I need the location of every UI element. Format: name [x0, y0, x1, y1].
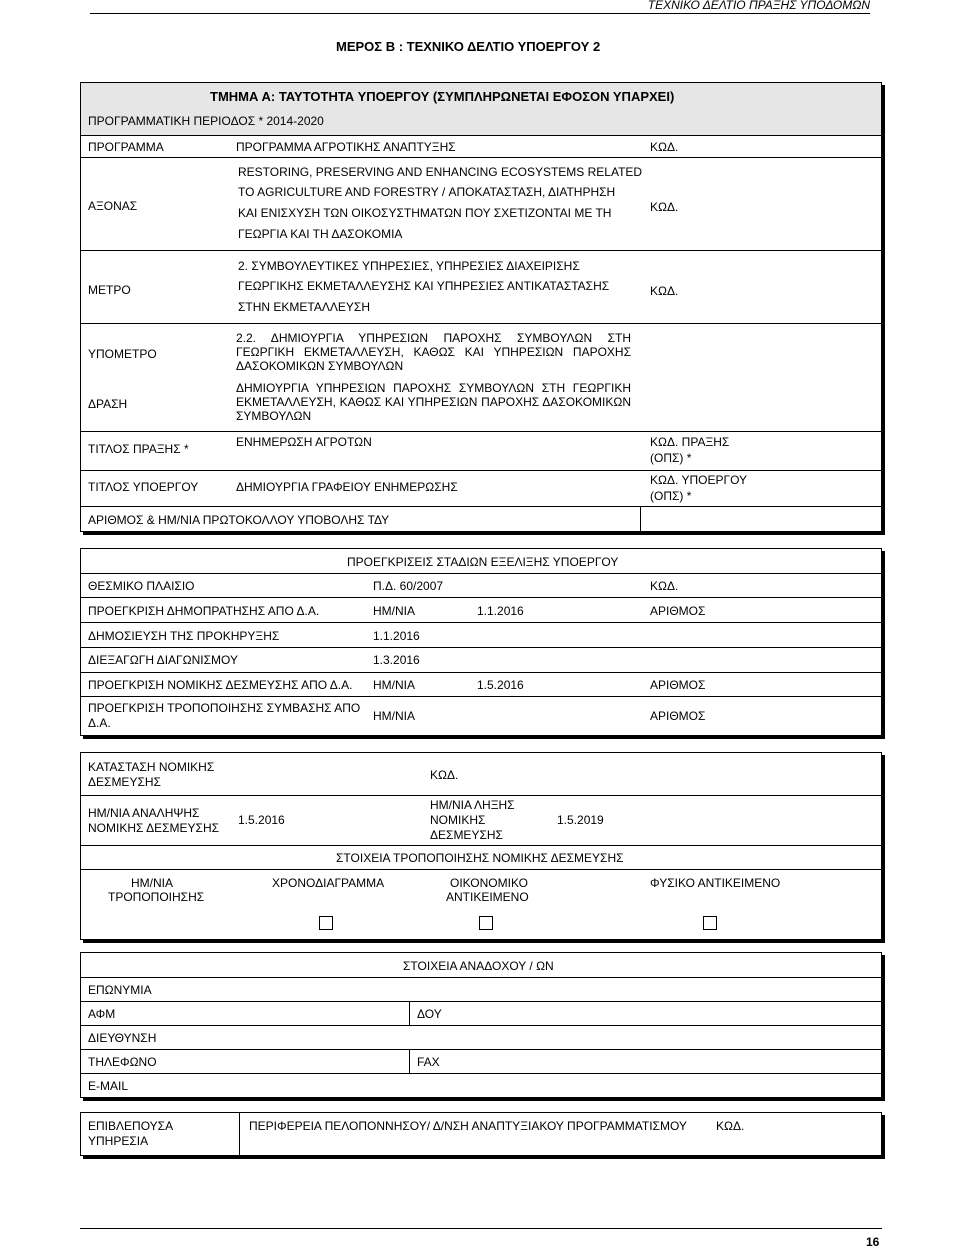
section-a-rule	[81, 470, 881, 471]
legal-commitment-table	[80, 752, 882, 940]
approvals-rule	[81, 597, 881, 598]
commitment-number-label: ΑΡΙΘΜΟΣ	[650, 678, 706, 692]
praxis-kod-suffix: (ΟΠΣ) *	[650, 451, 692, 465]
contractor-rule	[81, 1049, 881, 1050]
axis-value-line: RESTORING, PRESERVING AND ENHANCING ECOSYSTEMS RELATED	[238, 165, 643, 179]
subproject-title-label: ΤΙΤΛΟΣ ΥΠΟΕΡΓΟΥ	[88, 480, 199, 494]
tender-date: 1.3.2016	[373, 653, 420, 667]
amendment-number-label: ΑΡΙΘΜΟΣ	[650, 709, 706, 723]
subproject-title-value: ΔΗΜΙΟΥΡΓΙΑ ΓΡΑΦΕΙΟΥ ΕΝΗΜΕΡΩΣΗΣ	[236, 480, 458, 494]
commitment-date-label: ΗΜ/ΝΙΑ	[373, 678, 415, 692]
contractor-rule	[81, 1001, 881, 1002]
section-a-rule	[81, 506, 881, 507]
contractor-name-label: ΕΠΩΝΥΜΙΑ	[88, 983, 152, 997]
financial-object-header: ΑΝΤΙΚΕΙΜΕΝΟ	[446, 890, 529, 904]
legal-status-label-line: ΔΕΣΜΕΥΣΗΣ	[88, 775, 161, 789]
approvals-rule	[81, 622, 881, 623]
program-label: ΠΡΟΓΡΑΜΜΑ	[88, 140, 164, 154]
program-value: ΠΡΟΓΡΑΜΜΑ ΑΓΡΟΤΙΚΗΣ ΑΝΑΠΤΥΞΗΣ	[236, 140, 456, 154]
running-title: ΤΕΧΝΙΚΟ ΔΕΛΤΙΟ ΠΡΑΞΗΣ ΥΠΟΔΟΜΩΝ	[647, 0, 870, 12]
contractor-afm-label: ΑΦΜ	[88, 1007, 116, 1021]
axis-value-line: ΚΑΙ ΕΝΙΣΧΥΣΗ ΤΩΝ ΟΙΚΟΣΥΣΤΗΜΑΤΩΝ ΠΟΥ ΣΧΕΤΙΖΟΝΤΑΙ ΜΕ ΤΗ	[238, 206, 612, 220]
legal-status-label-line: ΚΑΤΑΣΤΑΣΗ ΝΟΜΙΚΗΣ	[88, 760, 215, 774]
measure-value-line: ΓΕΩΡΓΙΚΗΣ ΕΚΜΕΤΑΛΛΕΥΣΗΣ ΚΑΙ ΥΠΗΡΕΣΙΕΣ ΑΝΤΙΚΑΤΑΣΤΑΣΗΣ	[238, 279, 610, 293]
subproject-kod-label: ΚΩΔ. ΥΠΟΕΡΓΟΥ	[650, 473, 748, 487]
contractor-divider	[409, 1001, 410, 1025]
amendment-date-header: ΗΜ/ΝΙΑ	[131, 876, 173, 890]
approvals-rule	[81, 647, 881, 648]
section-a-table	[80, 82, 882, 532]
submeasure-value: 2.2. ΔΗΜΙΟΥΡΓΙΑ ΥΠΗΡΕΣΙΩΝ ΠΑΡΟΧΗΣ ΣΥΜΒΟΥΛΩΝ ΣΤΗ ΓΕΩΡΓΙΚΗ ΕΚΜΕΤΑΛΛΕΥΣΗ, ΚΑΘΩΣ ΚΑΙ ΥΠΗΡΕΣΙΩΝ ΠΑΡΟΧΗΣ ΔΑΣΟΚΟΜΙΚΩΝ ΣΥΜΒΟΥΛΩΝ	[236, 331, 631, 373]
program-kod-label: ΚΩΔ.	[650, 140, 679, 154]
page-number: 16	[866, 1235, 880, 1249]
supervising-value: ΠΕΡΙΦΕΡΕΙΑ ΠΕΛΟΠΟΝΝΗΣΟΥ/ Δ/ΝΣΗ ΑΝΑΠΤΥΞΙΑΚΟΥ ΠΡΟΓΡΑΜΜΑΤΙΣΜΟΥ	[249, 1119, 687, 1133]
measure-value-line: ΣΤΗΝ ΕΚΜΕΤΑΛΛΕΥΣΗ	[238, 300, 370, 314]
tender-docs-label: ΠΡΟΕΓΚΡΙΣΗ ΔΗΜΟΠΡΑΤΗΣΗΣ ΑΠΟ Δ.Α.	[88, 604, 320, 618]
contractor-section-title: ΣΤΟΙΧΕΙΑ ΑΝΑΔΟΧΟΥ / ΩΝ	[403, 959, 554, 973]
framework-kod-label: ΚΩΔ.	[650, 579, 679, 593]
tender-label: ΔΙΕΞΑΓΩΓΗ ΔΙΑΓΩΝΙΣΜΟΥ	[88, 653, 238, 667]
physical-object-header: ΦΥΣΙΚΟ ΑΝΤΙΚΕΙΜΕΝΟ	[650, 876, 781, 890]
axis-kod-label: ΚΩΔ.	[650, 200, 679, 214]
contractor-rule	[81, 1073, 881, 1074]
approvals-title: ΠΡΟΕΓΚΡΙΣΕΙΣ ΣΤΑΔΙΩΝ ΕΞΕΛΙΞΗΣ ΥΠΟΕΡΓΟΥ	[347, 555, 619, 569]
schedule-header: ΧΡΟΝΟΔΙΑΓΡΑΜΜΑ	[272, 876, 385, 890]
legal-status-kod-label: ΚΩΔ.	[430, 768, 459, 782]
praxis-title-value: ΕΝΗΜΕΡΩΣΗ ΑΓΡΟΤΩΝ	[236, 435, 372, 449]
commitment-date: 1.5.2016	[477, 678, 524, 692]
protocol-divider	[640, 506, 641, 531]
header-rule	[90, 13, 870, 14]
financial-object-checkbox[interactable]	[479, 916, 493, 930]
schedule-checkbox[interactable]	[319, 916, 333, 930]
axis-value-line: TO AGRICULTURE AND FORESTRY / ΑΠΟΚΑΤΑΣΤΑΣΗ, ΔΙΑΤΗΡΗΣΗ	[238, 185, 616, 199]
framework-value: Π.Δ. 60/2007	[373, 579, 444, 593]
section-a-rule	[81, 431, 881, 432]
programming-period: ΠΡΟΓΡΑΜΜΑΤΙΚΗ ΠΕΡΙΟΔΟΣ * 2014-2020	[88, 114, 324, 128]
contractor-email-label: E-MAIL	[88, 1079, 129, 1093]
legal-end-label-line: ΔΕΣΜΕΥΣΗΣ	[430, 828, 503, 842]
tender-docs-date-label: ΗΜ/ΝΙΑ	[373, 604, 415, 618]
commitment-label: ΠΡΟΕΓΚΡΙΣΗ ΝΟΜΙΚΗΣ ΔΕΣΜΕΥΣΗΣ ΑΠΟ Δ.Α.	[88, 678, 353, 692]
measure-label: ΜΕΤΡΟ	[88, 283, 131, 297]
contractor-rule	[81, 977, 881, 978]
financial-object-header: ΟΙΚΟΝΟΜΙΚΟ	[450, 876, 528, 890]
protocol-label: ΑΡΙΘΜΟΣ & ΗΜ/ΝΙΑ ΠΡΩΤΟΚΟΛΛΟΥ ΥΠΟΒΟΛΗΣ ΤΔΥ	[88, 513, 390, 527]
praxis-title-label: ΤΙΤΛΟΣ ΠΡΑΞΗΣ *	[88, 442, 189, 456]
section-a-rule	[81, 323, 881, 324]
legal-end-label-line: ΗΜ/ΝΙΑ ΛΗΞΗΣ	[430, 798, 515, 812]
axis-value-line: ΓΕΩΡΓΙΑ ΚΑΙ ΤΗ ΔΑΣΟΚΟΜΙΑ	[238, 227, 403, 241]
measure-kod-label: ΚΩΔ.	[650, 284, 679, 298]
section-a-rule	[81, 157, 881, 158]
amendment-label-line: Δ.Α.	[88, 716, 111, 730]
contractor-phone-label: ΤΗΛΕΦΩΝΟ	[88, 1055, 157, 1069]
axis-label: ΑΞΟΝΑΣ	[88, 199, 138, 213]
legal-start-label-line: ΗΜ/ΝΙΑ ΑΝΑΛΗΨΗΣ	[88, 806, 200, 820]
supervising-label-line: ΕΠΙΒΛΕΠΟΥΣΑ	[88, 1119, 174, 1133]
amendment-date-header: ΤΡΟΠΟΠΟΙΗΣΗΣ	[108, 890, 205, 904]
contractor-address-label: ΔΙΕΥΘΥΝΣΗ	[88, 1031, 157, 1045]
section-a-rule	[81, 135, 881, 136]
supervising-label-line: ΥΠΗΡΕΣΙΑ	[88, 1134, 149, 1148]
amendment-date-label: ΗΜ/ΝΙΑ	[373, 709, 415, 723]
supervising-divider	[239, 1113, 240, 1155]
measure-value-line: 2. ΣΥΜΒΟΥΛΕΥΤΙΚΕΣ ΥΠΗΡΕΣΙΕΣ, ΥΠΗΡΕΣΙΕΣ ΔΙΑΧΕΙΡΙΣΗΣ	[238, 259, 580, 273]
framework-label: ΘΕΣΜΙΚΟ ΠΛΑΙΣΙΟ	[88, 579, 195, 593]
section-a-rule	[81, 250, 881, 251]
contractor-fax-label: FAX	[417, 1055, 440, 1069]
publication-date: 1.1.2016	[373, 629, 420, 643]
submeasure-label: ΥΠΟΜΕΤΡΟ	[88, 347, 157, 361]
approvals-rule	[81, 573, 881, 574]
footer-rule	[80, 1228, 882, 1229]
tender-docs-number-label: ΑΡΙΘΜΟΣ	[650, 604, 706, 618]
approvals-rule	[81, 672, 881, 673]
contractor-rule	[81, 1025, 881, 1026]
subproject-kod-suffix: (ΟΠΣ) *	[650, 489, 692, 503]
praxis-kod-label: ΚΩΔ. ΠΡΑΞΗΣ	[650, 435, 730, 449]
amendment-section-title: ΣΤΟΙΧΕΙΑ ΤΡΟΠΟΠΟΙΗΣΗΣ ΝΟΜΙΚΗΣ ΔΕΣΜΕΥΣΗΣ	[336, 851, 624, 865]
contractor-divider	[409, 1049, 410, 1073]
page-title: ΜΕΡΟΣ Β : ΤΕΧΝΙΚΟ ΔΕΛΤΙΟ ΥΠΟΕΡΓΟΥ 2	[336, 39, 601, 54]
legal-start-date: 1.5.2016	[238, 813, 285, 827]
section-a-title: ΤΜΗΜΑ Α: ΤΑΥΤΟΤΗΤΑ ΥΠΟΕΡΓΟΥ (ΣΥΜΠΛΗΡΩΝΕΤΑΙ ΕΦΟΣΟΝ ΥΠΑΡΧΕΙ)	[210, 89, 675, 104]
legal-rule	[81, 845, 881, 846]
approvals-rule	[81, 696, 881, 697]
legal-rule	[81, 795, 881, 796]
action-value: ΔΗΜΙΟΥΡΓΙΑ ΥΠΗΡΕΣΙΩΝ ΠΑΡΟΧΗΣ ΣΥΜΒΟΥΛΩΝ ΣΤΗ ΓΕΩΡΓΙΚΗ ΕΚΜΕΤΑΛΛΕΥΣΗ, ΚΑΘΩΣ ΚΑΙ ΥΠΗΡΕΣΙΩΝ ΠΑΡΟΧΗΣ ΔΑΣΟΚΟΜΙΚΩΝ ΣΥΜΒΟΥΛΩΝ	[236, 381, 631, 423]
legal-end-date: 1.5.2019	[557, 813, 604, 827]
legal-start-label-line: ΝΟΜΙΚΗΣ ΔΕΣΜΕΥΣΗΣ	[88, 821, 220, 835]
publication-label: ΔΗΜΟΣΙΕΥΣΗ ΤΗΣ ΠΡΟΚΗΡΥΞΗΣ	[88, 629, 280, 643]
contractor-doy-label: ΔΟΥ	[417, 1007, 442, 1021]
legal-rule	[81, 869, 881, 870]
physical-object-checkbox[interactable]	[703, 916, 717, 930]
tender-docs-date: 1.1.2016	[477, 604, 524, 618]
legal-end-label-line: ΝΟΜΙΚΗΣ	[430, 813, 486, 827]
supervising-kod-label: ΚΩΔ.	[716, 1119, 745, 1133]
action-label: ΔΡΑΣΗ	[88, 397, 128, 411]
amendment-label-line: ΠΡΟΕΓΚΡΙΣΗ ΤΡΟΠΟΠΟΙΗΣΗΣ ΣΥΜΒΑΣΗΣ ΑΠΟ	[88, 701, 361, 715]
